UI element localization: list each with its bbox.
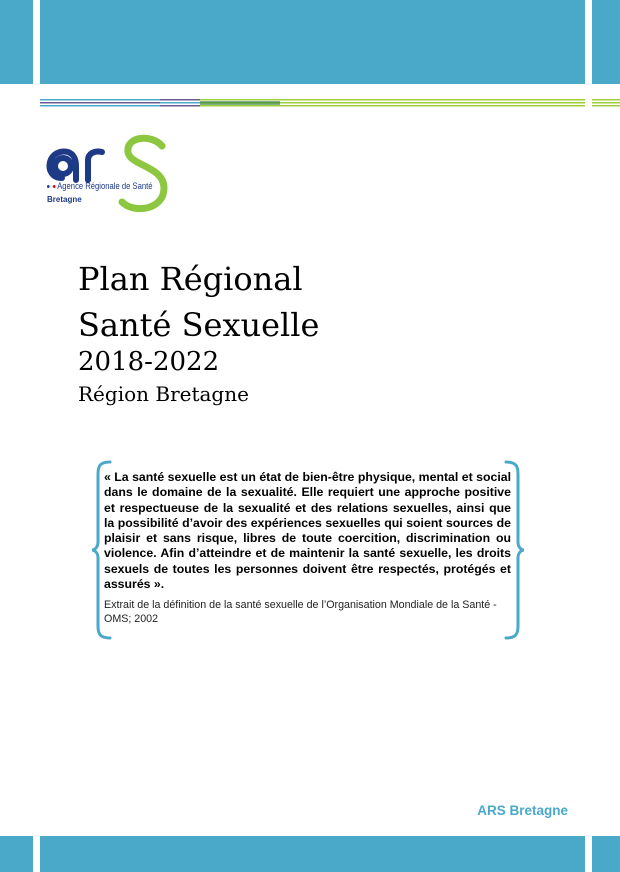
- bottom-band-main: [40, 836, 585, 872]
- ars-logo: [44, 130, 174, 220]
- decorative-stripe-rule: [40, 99, 585, 108]
- stripe-rule-right-graphic: [592, 99, 620, 108]
- stripe-rule-graphic: [40, 99, 585, 108]
- top-band-right: [592, 0, 620, 84]
- logo-tagline-text: Agence Régionale de Santé: [57, 181, 153, 191]
- title-region: Région Bretagne: [78, 382, 249, 406]
- quote-text: « La santé sexuelle est un état de bien-être physique, mental et social dans le domaine de la sexualité. Elle requiert une approche positive et respectueuse de la sexualité et des relations sexuelles, ainsi que la possibilité d’avoir des expériences sexuelles qui soient sources de plaisir et sans risque, libres de toute coercition, discrimination ou violence. Afin d’atteindre et de maintenir la santé sexuelle, les droits sexuels de toutes les personnes doivent être respectés, protégés et assurés ».: [104, 470, 511, 592]
- bottom-band-right: [592, 836, 620, 872]
- logo-tagline: [47, 181, 152, 191]
- top-band-main: [40, 0, 585, 84]
- title-line-2: Santé Sexuelle: [78, 306, 320, 344]
- title-line-1: Plan Régional: [78, 260, 303, 298]
- top-band-left: [0, 0, 33, 84]
- footer-label: ARS Bretagne: [477, 803, 568, 818]
- title-years: 2018-2022: [78, 347, 220, 377]
- decorative-stripe-rule-right: [592, 99, 620, 108]
- french-flag-icon: [47, 184, 56, 189]
- bottom-band-left: [0, 836, 33, 872]
- logo-region: Bretagne: [47, 195, 82, 204]
- quote-source: Extrait de la définition de la santé sexuelle de l’Organisation Mondiale de la Santé - OMS; 2002: [104, 599, 497, 625]
